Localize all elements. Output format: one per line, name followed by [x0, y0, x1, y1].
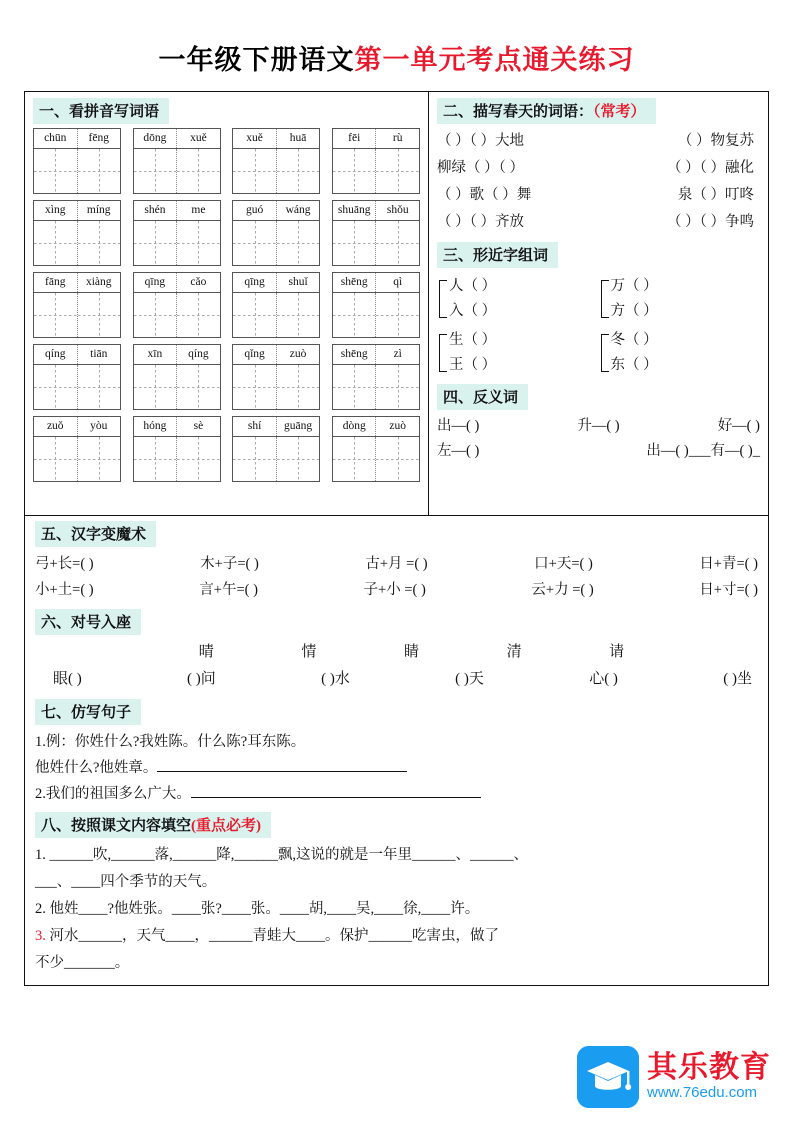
section-5-heading: 五、汉字变魔术	[35, 521, 156, 547]
pinyin-labels	[332, 272, 420, 292]
spring-word-left: 柳绿（ ）（ ）	[437, 160, 524, 176]
pinyin-labels	[232, 200, 320, 220]
tianzige-box[interactable]	[232, 148, 320, 194]
pinyin-labels	[133, 344, 221, 364]
fill-question-3-number: 3.	[35, 928, 46, 944]
xingjinzi-item: 方（ ）	[610, 303, 658, 319]
fill-question-1-number: 1.	[35, 847, 46, 863]
spring-word-left: （ ）歌（ ）舞	[437, 187, 532, 203]
pinyin-syllable: xìng	[34, 201, 78, 220]
section-8-heading	[35, 812, 271, 838]
duihao-char: 清	[506, 644, 522, 660]
tianzige-box[interactable]	[332, 292, 420, 338]
xingjinzi-item: 王（ ）	[449, 357, 497, 373]
tianzige-box[interactable]	[133, 364, 221, 410]
pinyin-syllable: dòng	[333, 417, 377, 436]
duihao-char-row	[35, 639, 758, 665]
duihao-char: 情	[301, 644, 317, 660]
pinyin-labels	[232, 128, 320, 148]
duihao-char: 晴	[198, 644, 214, 660]
hanzi-magic-item: 古+月 =( )	[365, 556, 428, 572]
tianzige-box[interactable]	[133, 220, 221, 266]
pinyin-labels	[332, 416, 420, 436]
section-pinyin	[25, 92, 429, 515]
pinyin-cell[interactable]	[133, 272, 221, 338]
hanzi-magic-item: 云+力 =( )	[531, 582, 594, 598]
example-sentence: 1.例：你姓什么?我姓陈。什么陈?耳东陈。	[35, 734, 306, 750]
tianzige-box[interactable]	[232, 292, 320, 338]
pinyin-cell[interactable]	[332, 128, 420, 194]
answer-blank[interactable]	[157, 771, 407, 772]
antonym-item: 左—( )	[437, 443, 480, 459]
pinyin-syllable: sè	[193, 420, 204, 432]
pinyin-syllable: qīng	[134, 273, 178, 292]
hanzi-magic-item: 小+土=( )	[35, 582, 94, 598]
pinyin-labels	[33, 272, 121, 292]
fill-question-1-line1: ______吹,______落,______降,______飘,这说的就是一年里______、______、	[49, 847, 528, 863]
pinyin-cell[interactable]	[232, 344, 320, 410]
pinyin-syllable: qíng	[34, 345, 78, 364]
pinyin-cell[interactable]	[33, 272, 121, 338]
pinyin-syllable: yòu	[90, 420, 108, 432]
hanzi-magic-item: 弓+长=( )	[35, 556, 94, 572]
duihao-blank: ( )坐	[723, 671, 752, 687]
fill-question-3[interactable]	[35, 923, 758, 950]
site-logo	[577, 1046, 771, 1108]
pinyin-cell[interactable]	[232, 200, 320, 266]
xingjinzi-item: 冬（ ）	[610, 332, 658, 348]
fill-question-1-cont: ___、____四个季节的天气。	[35, 874, 217, 890]
practice-sentence-1-text: 他姓什么?他姓章。	[35, 760, 158, 776]
duihao-blank: ( )水	[321, 671, 350, 687]
pinyin-labels	[332, 344, 420, 364]
antonym-line[interactable]	[437, 439, 760, 464]
pinyin-cell[interactable]	[133, 416, 221, 482]
top-section-wrapper	[24, 91, 769, 516]
right-column	[429, 92, 768, 515]
hanzi-magic-row[interactable]	[35, 551, 758, 577]
pinyin-row	[33, 272, 420, 338]
pinyin-syllable: xīn	[134, 345, 178, 364]
pinyin-labels	[133, 200, 221, 220]
logo-text	[647, 1052, 771, 1102]
pinyin-syllable: qǐng	[233, 345, 277, 364]
section-6-heading: 六、对号入座	[35, 609, 141, 635]
pinyin-syllable: zuò	[289, 348, 307, 360]
pinyin-syllable: shēng	[333, 273, 377, 292]
xingjinzi-item: 人（ ）	[449, 278, 497, 294]
practice-sentence-1[interactable]	[35, 755, 758, 781]
spring-word-right: （ ）物复苏	[677, 133, 754, 149]
spring-word-left: （ ）（ ）大地	[437, 133, 524, 149]
tianzige-box[interactable]	[33, 364, 121, 410]
pinyin-syllable: fēi	[333, 129, 377, 148]
pinyin-cell[interactable]	[133, 128, 221, 194]
pinyin-labels	[33, 344, 121, 364]
pinyin-labels	[33, 200, 121, 220]
xingjinzi-col-left	[437, 274, 599, 382]
pinyin-cell[interactable]	[33, 344, 121, 410]
xingjinzi-item: 万（ ）	[610, 278, 658, 294]
hanzi-magic-item: 言+午=( )	[199, 582, 258, 598]
pinyin-syllable: xuě	[190, 132, 207, 144]
antonym-item: 升—( )	[577, 418, 620, 434]
xingjinzi-wrapper	[437, 274, 760, 382]
pinyin-syllable: shén	[134, 201, 178, 220]
pinyin-syllable: huā	[289, 132, 307, 144]
spring-word-line[interactable]	[437, 155, 760, 182]
pinyin-cell[interactable]	[232, 272, 320, 338]
duihao-blank-row[interactable]	[35, 665, 758, 693]
section-1-heading: 一、看拼音写词语	[33, 98, 169, 124]
pinyin-cell[interactable]	[332, 416, 420, 482]
fill-question-3-line1: 河水______，天气____，______青蛙大____。保护______吃害虫，做了	[49, 928, 499, 944]
duihao-char: 请	[609, 644, 625, 660]
duihao-blank: 眼( )	[53, 671, 82, 687]
pinyin-cell[interactable]	[232, 416, 320, 482]
xingjinzi-group[interactable]	[437, 328, 599, 378]
tianzige-box[interactable]	[133, 148, 221, 194]
xingjinzi-group[interactable]	[437, 274, 599, 324]
pinyin-labels	[33, 128, 121, 148]
pinyin-syllable: hóng	[134, 417, 178, 436]
spring-word-line[interactable]	[437, 209, 760, 236]
pinyin-syllable: cǎo	[190, 276, 207, 288]
hanzi-magic-item: 木+子=( )	[200, 556, 259, 572]
pinyin-labels	[232, 344, 320, 364]
tianzige-box[interactable]	[232, 220, 320, 266]
antonym-line[interactable]	[437, 414, 760, 439]
pinyin-labels	[332, 200, 420, 220]
pinyin-cell[interactable]	[332, 344, 420, 410]
pinyin-syllable: xuě	[233, 129, 277, 148]
section-8-heading-extra: (重点必考)	[191, 818, 262, 834]
spring-word-line[interactable]	[437, 182, 760, 209]
tianzige-box[interactable]	[133, 292, 221, 338]
pinyin-syllable: zuò	[389, 420, 407, 432]
duihao-blank: ( )问	[187, 671, 216, 687]
xingjinzi-item: 入（ ）	[449, 303, 497, 319]
spring-word-left: （ ）（ ）齐放	[437, 214, 524, 230]
pinyin-syllable: shuǐ	[288, 276, 308, 288]
pinyin-syllable: zuǒ	[34, 417, 78, 436]
pinyin-cell[interactable]	[232, 128, 320, 194]
pinyin-syllable: fēng	[88, 132, 109, 144]
hanzi-magic-item: 日+青=( )	[699, 556, 758, 572]
tianzige-box[interactable]	[232, 364, 320, 410]
section-7-heading: 七、仿写句子	[35, 699, 141, 725]
pinyin-row	[33, 416, 420, 482]
section-4-heading: 四、反义词	[437, 384, 528, 410]
hanzi-magic-item: 口+天=( )	[534, 556, 593, 572]
antonym-item: 好—( )	[717, 418, 760, 434]
spring-word-right: （ ）（ ）争鸣	[667, 214, 754, 230]
pinyin-syllable: guó	[233, 201, 277, 220]
pinyin-syllable: fāng	[34, 273, 78, 292]
logo-brand-name: 其乐教育	[647, 1051, 771, 1084]
fill-question-3-cont: 不少_______。	[35, 955, 130, 971]
hanzi-magic-row[interactable]	[35, 577, 758, 603]
pinyin-cell[interactable]	[133, 344, 221, 410]
antonym-item: 出—( )___有—( )_	[646, 443, 760, 459]
section-2-heading-extra: （常考）	[593, 104, 646, 120]
practice-sentence-2[interactable]	[35, 781, 758, 807]
pinyin-syllable: wáng	[285, 204, 311, 216]
pinyin-cell[interactable]	[33, 416, 121, 482]
pinyin-row	[33, 344, 420, 410]
xingjinzi-item: 东（ ）	[610, 357, 658, 373]
fill-question-1[interactable]	[35, 842, 758, 869]
pinyin-row	[33, 128, 420, 194]
pinyin-labels	[232, 272, 320, 292]
pinyin-cell[interactable]	[33, 128, 121, 194]
fill-question-2[interactable]	[35, 896, 758, 923]
hanzi-magic-item: 子+小 =( )	[363, 582, 426, 598]
page-title-red: 第一单元考点通关练习	[354, 45, 635, 75]
tianzige-box[interactable]	[232, 436, 320, 482]
pinyin-syllable: shǒu	[386, 204, 409, 216]
xingjinzi-group[interactable]	[599, 328, 761, 378]
pinyin-syllable: dōng	[134, 129, 178, 148]
duihao-char: 睛	[403, 644, 419, 660]
pinyin-syllable: míng	[86, 204, 111, 216]
pinyin-syllable: chūn	[34, 129, 78, 148]
tianzige-box[interactable]	[332, 148, 420, 194]
graduation-cap-icon	[577, 1046, 639, 1108]
antonym-item: 出—( )	[437, 418, 480, 434]
hanzi-magic-item: 日+寸=( )	[699, 582, 758, 598]
duihao-blank: ( )天	[455, 671, 484, 687]
lower-sections	[24, 516, 769, 986]
answer-blank[interactable]	[191, 797, 481, 798]
duihao-blank: 心( )	[589, 671, 618, 687]
pinyin-syllable: shēng	[333, 345, 377, 364]
section-8-heading-text: 八、按照课文内容填空	[41, 818, 192, 834]
pinyin-syllable: shuāng	[333, 201, 377, 220]
section-3-heading: 三、形近字组词	[437, 242, 558, 268]
section-2-heading	[437, 98, 656, 124]
pinyin-syllable: tiān	[90, 348, 108, 360]
pinyin-labels	[133, 272, 221, 292]
pinyin-row	[33, 200, 420, 266]
pinyin-syllable: zì	[393, 348, 402, 360]
pinyin-syllable: qíng	[188, 348, 209, 360]
pinyin-labels	[332, 128, 420, 148]
tianzige-box[interactable]	[33, 220, 121, 266]
pinyin-syllable: xiàng	[85, 276, 112, 288]
xingjinzi-group[interactable]	[599, 274, 761, 324]
section-2-heading-text: 二、描写春天的词语：	[443, 104, 594, 120]
pinyin-labels	[232, 416, 320, 436]
pinyin-cell[interactable]	[33, 200, 121, 266]
pinyin-cell[interactable]	[332, 200, 420, 266]
tianzige-box[interactable]	[33, 148, 121, 194]
pinyin-labels	[133, 416, 221, 436]
pinyin-syllable: qīng	[233, 273, 277, 292]
pinyin-syllable: me	[191, 204, 206, 216]
pinyin-syllable: guāng	[284, 420, 313, 432]
pinyin-syllable: qì	[393, 276, 403, 288]
tianzige-box[interactable]	[133, 436, 221, 482]
spring-word-right: 泉（ ）叮咚	[677, 187, 754, 203]
logo-url: www.76edu.com	[647, 1084, 758, 1101]
tianzige-box[interactable]	[33, 292, 121, 338]
xingjinzi-item: 生（ ）	[449, 332, 497, 348]
tianzige-box[interactable]	[332, 220, 420, 266]
page-title	[24, 0, 769, 91]
spring-word-right: （ ）（ ）融化	[667, 160, 754, 176]
spring-word-line[interactable]	[437, 128, 760, 155]
fill-question-2-number: 2.	[35, 901, 46, 917]
tianzige-box[interactable]	[33, 436, 121, 482]
practice-sentence-2-text: 2.我们的祖国多么广大。	[35, 786, 191, 802]
pinyin-cell[interactable]	[133, 200, 221, 266]
page-title-black: 一年级下册语文	[158, 45, 355, 75]
pinyin-syllable: rù	[392, 132, 403, 144]
fill-question-2-text: 他姓____?他姓张。____张?____张。____胡,____吴,____徐,____许。	[49, 901, 480, 917]
tianzige-box[interactable]	[332, 436, 420, 482]
pinyin-cell[interactable]	[332, 272, 420, 338]
pinyin-labels	[133, 128, 221, 148]
pinyin-labels	[33, 416, 121, 436]
xingjinzi-col-right	[599, 274, 761, 382]
tianzige-box[interactable]	[332, 364, 420, 410]
pinyin-syllable: shí	[233, 417, 277, 436]
